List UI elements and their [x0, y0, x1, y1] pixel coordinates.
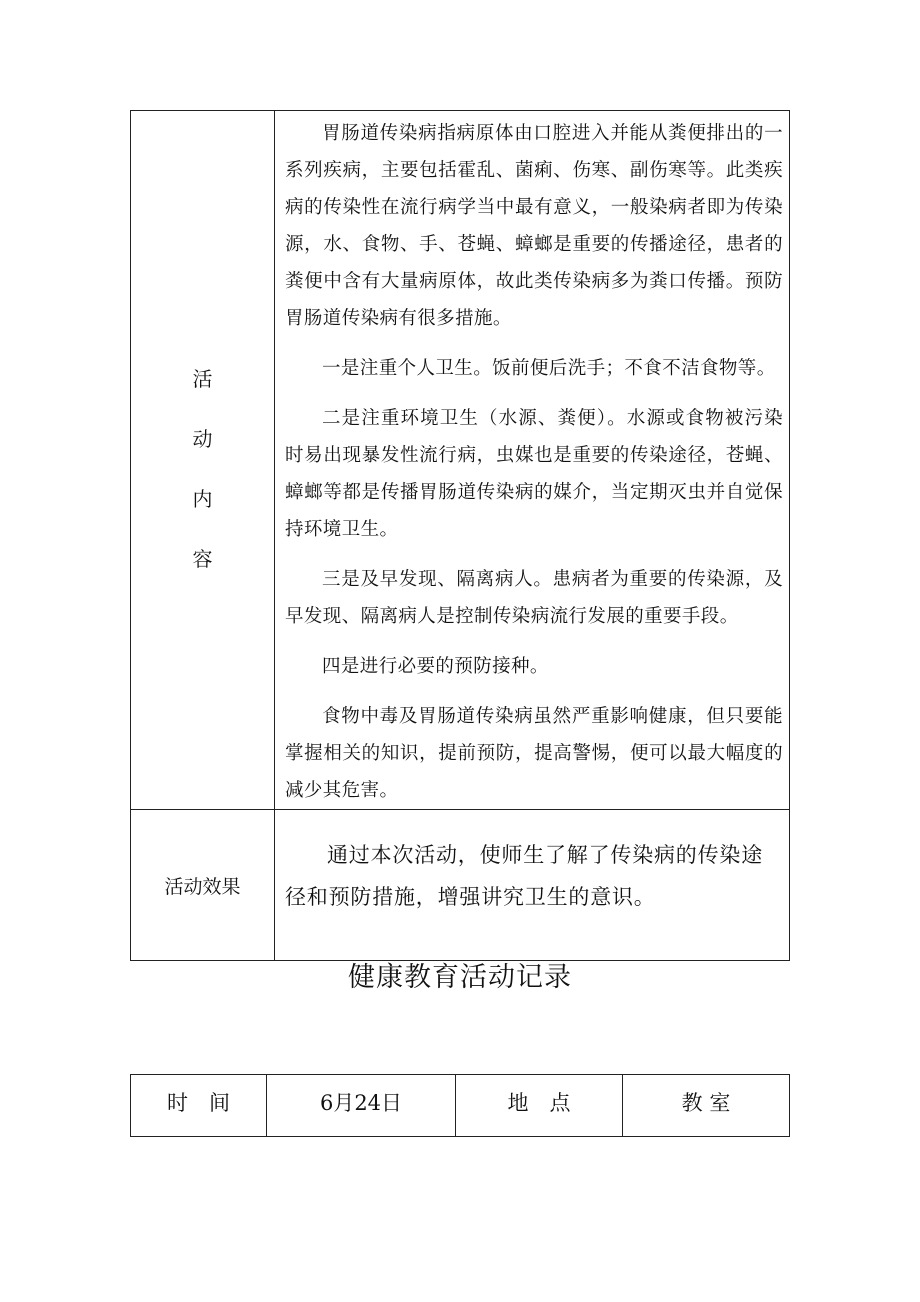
place-label: 地 点	[456, 1075, 623, 1137]
place-value: 教 室	[623, 1075, 790, 1137]
content-paragraph: 胃肠道传染病指病原体由口腔进入并能从粪便排出的一系列疾病，主要包括霍乱、菌痢、伤寒、副伤寒等。此类疾病的传染性在流行病学当中最有意义，一般染病者即为传染源，水、食物、手、苍蝇、蟑螂是重要的传播途径，患者的粪便中含有大量病原体，故此类传染病多为粪口传播。预防胃肠道传染病有很多措施。	[285, 123, 783, 329]
content-paragraph: 二是注重环境卫生（水源、粪便）。水源或食物被污染时易出现暴发性流行病，虫媒也是重要的传染途径，苍蝇、蟑螂等都是传播胃肠道传染病的媒介，当定期灭虫并自觉保持环境卫生。	[285, 408, 783, 540]
effect-label: 活动效果	[131, 810, 275, 961]
content-paragraph: 三是及早发现、隔离病人。患病者为重要的传染源，及早发现、隔离病人是控制传染病流行发展的重要手段。	[285, 569, 783, 627]
content-label-cell	[131, 111, 275, 810]
content-row	[131, 111, 790, 810]
time-label: 时 间	[131, 1075, 267, 1137]
content-label-char: 动	[192, 427, 213, 451]
record-info-table	[130, 1074, 790, 1137]
content-label-char: 活	[192, 367, 213, 391]
content-paragraph: 四是进行必要的预防接种。	[322, 656, 549, 677]
time-value: 6月24日	[267, 1075, 456, 1137]
info-row	[131, 1075, 790, 1137]
record-title: 健康教育活动记录	[348, 962, 572, 993]
content-paragraph: 一是注重个人卫生。饭前便后洗手；不食不洁食物等。	[322, 358, 776, 379]
content-paragraph: 食物中毒及胃肠道传染病虽然严重影响健康，但只要能掌握相关的知识，提前预防，提高警惕，便可以最大幅度的减少其危害。	[285, 706, 783, 801]
activity-content-table	[130, 110, 790, 961]
effect-text: 通过本次活动，使师生了解了传染病的传染途径和预防措施，增强讲究卫生的意识。	[275, 810, 790, 961]
content-label-char: 内	[192, 487, 213, 511]
content-text-cell	[275, 111, 790, 810]
effect-row	[131, 810, 790, 961]
content-label-char: 容	[192, 547, 213, 571]
content-vertical-label	[131, 349, 274, 589]
